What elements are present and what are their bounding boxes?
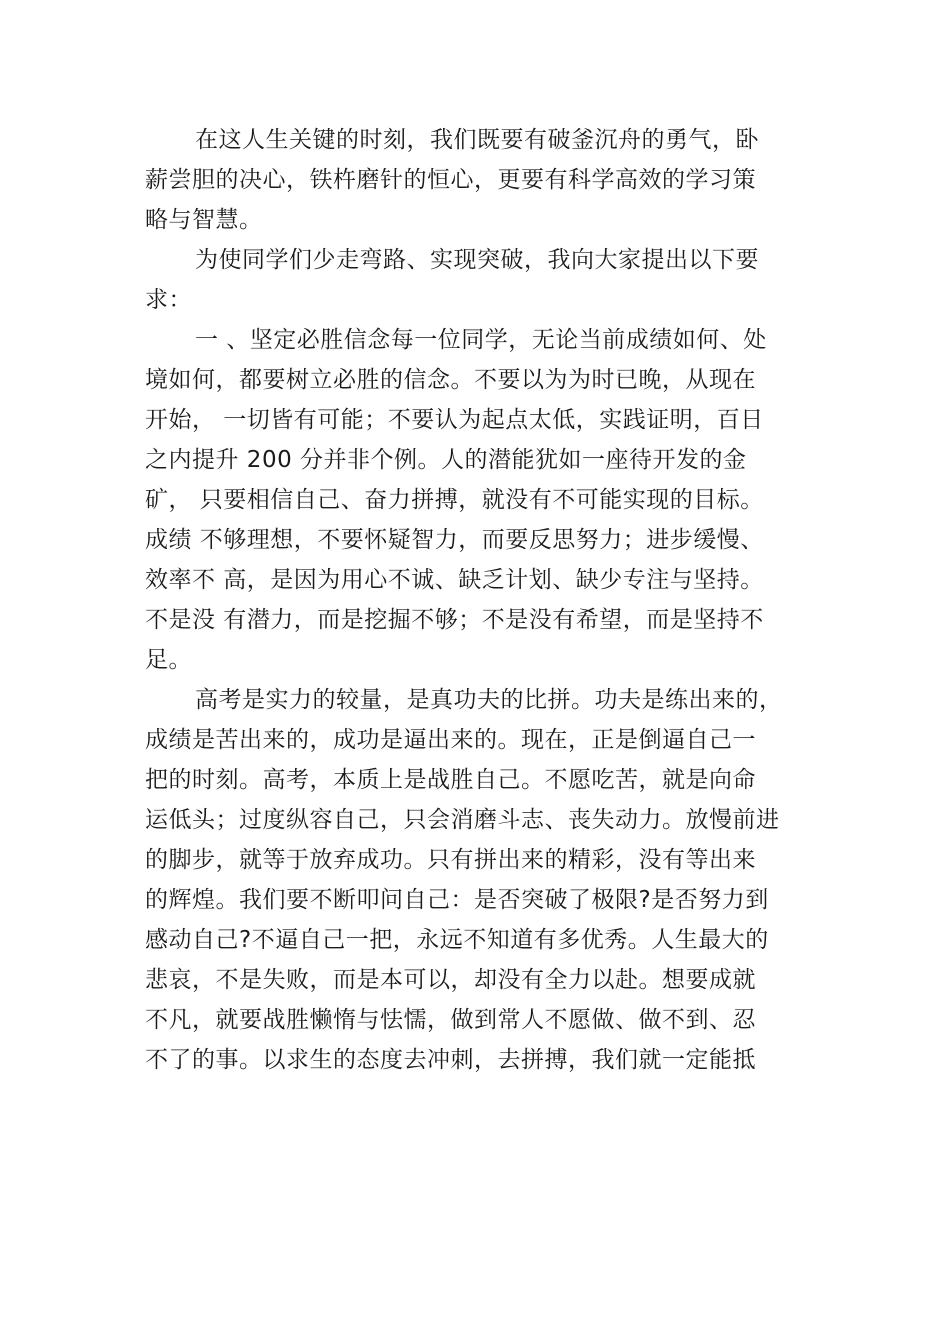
text-line: 不是没 有潜力，而是挖掘不够；不是没有希望，而是坚持不 [145, 607, 764, 633]
paragraph-gaokao [145, 680, 815, 1080]
text-line: 不了的事。以求生的态度去冲刺，去拼搏，我们就一定能抵 [145, 1047, 756, 1073]
text-line: 开始， 一切皆有可能；不要认为起点太低，实践证明，百日 [145, 407, 764, 433]
text-line: 不凡，就要战胜懒惰与怯懦，做到常人不愿做、做不到、忍 [145, 1007, 756, 1033]
text-line: 的脚步，就等于放弃成功。只有拼出来的精彩，没有等出来 [145, 847, 756, 873]
paragraph-belief [145, 320, 815, 680]
text-line: 感动自己?不逼自己一把，永远不知道有多优秀。人生最大的 [145, 927, 769, 953]
text-line: 在这人生关键的时刻，我们既要有破釜沉舟的勇气，卧 [195, 127, 759, 153]
text-line: 一 、坚定必胜信念每一位同学，无论当前成绩如何、处 [195, 327, 767, 353]
text-line: 把的时刻。高考，本质上是战胜自己。不愿吃苦，就是向命 [145, 767, 756, 793]
text-line: 为使同学们少走弯路、实现突破，我向大家提出以下要 [195, 247, 759, 273]
text-line: 境如何，都要树立必胜的信念。不要以为为时已晚，从现在 [145, 367, 756, 393]
text-line: 薪尝胆的决心，铁杵磨针的恒心，更要有科学高效的学习策 [145, 167, 756, 193]
text-line: 成绩是苦出来的，成功是逼出来的。现在，正是倒逼自己一 [145, 727, 756, 753]
text-line: 的辉煌。我们要不断叩问自己：是否突破了极限?是否努力到 [145, 887, 769, 913]
text-line: 悲哀，不是失败，而是本可以，却没有全力以赴。想要成就 [145, 967, 756, 993]
paragraph-requirements-intro [145, 240, 815, 320]
document-body [145, 120, 815, 1080]
text-line: 足。 [145, 647, 192, 673]
text-line: 之内提升 200 分并非个例。人的潜能犹如一座待开发的金 [145, 447, 747, 473]
text-line: 略与智慧。 [145, 207, 263, 233]
text-line: 矿， 只要相信自己、奋力拼搏，就没有不可能实现的目标。 [145, 487, 764, 513]
text-line: 高考是实力的较量，是真功夫的比拼。功夫是练出来的， [195, 687, 783, 713]
text-line: 效率不 高，是因为用心不诚、缺乏计划、缺少专注与坚持。 [145, 567, 764, 593]
text-line: 运低头；过度纵容自己，只会消磨斗志、丧失动力。放慢前进 [145, 807, 780, 833]
text-line: 求： [145, 287, 192, 313]
text-line: 成绩 不够理想，不要怀疑智力，而要反思努力；进步缓慢、 [145, 527, 764, 553]
paragraph-intro [145, 120, 815, 240]
